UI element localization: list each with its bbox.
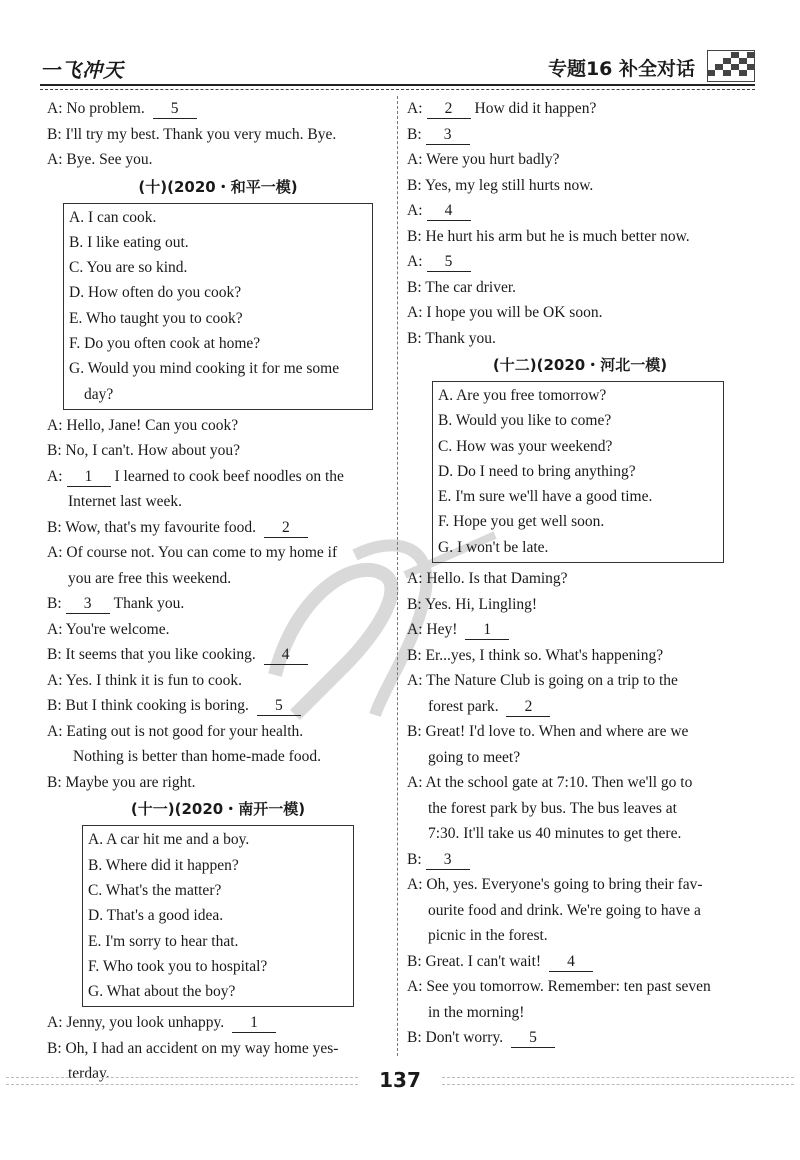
dialog-line: A: 1 I learned to cook beef noodles on the bbox=[47, 467, 344, 485]
dialog-line: A: Of course not. You can come to my home if bbox=[47, 544, 338, 562]
option-item: F. Do you often cook at home? bbox=[69, 334, 261, 352]
dialog-line: A: Hello, Jane! Can you cook? bbox=[47, 416, 239, 434]
dialog-line: going to meet? bbox=[428, 748, 521, 766]
dialog-line: B: 3 Thank you. bbox=[47, 595, 185, 613]
dialog-line: A: The Nature Club is going on a trip to the bbox=[407, 672, 678, 690]
answer-blank[interactable]: 1 bbox=[67, 468, 111, 487]
dialog-line: B: Great. I can't wait! 4 bbox=[407, 949, 753, 975]
dialog-line: B: Don't worry. 5 bbox=[407, 1025, 753, 1051]
dialog-line: B: Maybe you are right. bbox=[47, 773, 196, 791]
dialog-line: A: 2 How did it happen? bbox=[407, 100, 597, 117]
option-item: F. Hope you get well soon. bbox=[438, 513, 605, 531]
option-item: C. How was your weekend? bbox=[438, 437, 613, 455]
answer-blank[interactable]: 5 bbox=[511, 1029, 555, 1048]
option-item: B. Where did it happen? bbox=[88, 856, 239, 874]
answer-blank[interactable]: 4 bbox=[264, 646, 308, 665]
footer-band-left bbox=[6, 1077, 358, 1085]
page-header bbox=[40, 50, 755, 92]
section-title-11: (十一)(2020・南开一模) bbox=[130, 800, 306, 819]
dialog-12 bbox=[407, 566, 753, 1051]
section-title-10: (十)(2020・和平一模) bbox=[138, 177, 298, 196]
answer-blank[interactable]: 5 bbox=[427, 253, 471, 272]
dialog-line: B: The car driver. bbox=[407, 278, 517, 296]
column-divider bbox=[397, 96, 398, 1056]
option-item: C. You are so kind. bbox=[69, 259, 188, 277]
dialog-line: terday. bbox=[68, 1065, 110, 1083]
page-footer bbox=[0, 1068, 800, 1098]
option-item: B. I like eating out. bbox=[69, 233, 189, 251]
dialog-line: B: But I think cooking is boring. 5 bbox=[47, 693, 389, 719]
dialog-line: B: It seems that you like cooking. 4 bbox=[47, 642, 389, 668]
dialog-line: A: Hey! 1 bbox=[407, 617, 753, 643]
dialog-line: Internet last week. bbox=[68, 493, 183, 511]
answer-blank[interactable]: 3 bbox=[426, 126, 470, 145]
option-item: G. I won't be late. bbox=[438, 538, 549, 556]
footer-band-right bbox=[442, 1077, 794, 1085]
dialog-line: A: 5 bbox=[407, 249, 753, 275]
options-box-11 bbox=[82, 825, 354, 1007]
header-rule bbox=[40, 84, 755, 90]
dialog-line: 7:30. It'll take us 40 minutes to get there. bbox=[428, 825, 682, 843]
dialog-line: the forest park by bus. The bus leaves at bbox=[428, 799, 677, 817]
dialog-line: ourite food and drink. We're going to have a bbox=[428, 901, 701, 919]
dialog-line: B: No, I can't. How about you? bbox=[47, 442, 241, 460]
dialog-line: A: You're welcome. bbox=[47, 620, 170, 638]
option-item: E. I'm sure we'll have a good time. bbox=[438, 488, 653, 506]
answer-blank[interactable]: 2 bbox=[264, 519, 308, 538]
option-item: B. Would you like to come? bbox=[438, 412, 612, 430]
dialog-line: A: No problem. 5 bbox=[47, 96, 389, 122]
answer-blank[interactable]: 1 bbox=[232, 1014, 276, 1033]
dialog-line: B: Wow, that's my favourite food. 2 bbox=[47, 515, 389, 541]
answer-blank[interactable]: 3 bbox=[426, 851, 470, 870]
dialog-line: in the morning! bbox=[428, 1003, 525, 1021]
dialog-line: A: Yes. I think it is fun to cook. bbox=[47, 671, 243, 689]
checkerboard-ornament-icon bbox=[707, 50, 755, 82]
left-column bbox=[47, 96, 389, 1087]
dialog-line: B: 3 bbox=[407, 847, 753, 873]
dialog-line: A: See you tomorrow. Remember: ten past seven bbox=[407, 978, 711, 996]
dialog-line: A: Bye. See you. bbox=[47, 151, 153, 168]
dialog-line: B: Great! I'd love to. When and where are we bbox=[407, 723, 689, 741]
answer-blank[interactable]: 5 bbox=[257, 697, 301, 716]
dialog-10 bbox=[47, 413, 389, 796]
answer-blank[interactable]: 2 bbox=[506, 698, 550, 717]
option-item: D. Do I need to bring anything? bbox=[438, 462, 636, 480]
dialog-line: B: Yes. Hi, Lingling! bbox=[407, 595, 538, 613]
dialog-line: A: 4 bbox=[407, 198, 753, 224]
answer-blank[interactable]: 2 bbox=[427, 100, 471, 119]
answer-blank[interactable]: 4 bbox=[549, 953, 593, 972]
option-item: D. That's a good idea. bbox=[88, 907, 224, 925]
brand-logo: 一飞冲天 bbox=[40, 58, 124, 82]
dialog-line: B: He hurt his arm but he is much better now. bbox=[407, 227, 690, 245]
options-box-10 bbox=[63, 203, 373, 410]
page-number: 137 bbox=[379, 1068, 421, 1092]
option-item: D. How often do you cook? bbox=[69, 284, 242, 302]
dialog-line: A: I hope you will be OK soon. bbox=[407, 304, 603, 321]
dialog-line: you are free this weekend. bbox=[68, 569, 232, 587]
dialog-line: A: At the school gate at 7:10. Then we'll go to bbox=[407, 774, 693, 792]
options-box-12 bbox=[432, 381, 724, 563]
section-title-12: (十二)(2020・河北一模) bbox=[492, 356, 668, 374]
option-item: G. Would you mind cooking it for me some bbox=[69, 360, 340, 378]
dialog-line: B: Er...yes, I think so. What's happening? bbox=[407, 646, 664, 664]
topic-title: 专题16 补全对话 bbox=[547, 58, 695, 80]
dialog-line: B: Thank you. bbox=[407, 329, 496, 347]
dialog-line: picnic in the forest. bbox=[428, 927, 548, 945]
dialog-line: B: 3 bbox=[407, 122, 753, 148]
answer-blank[interactable]: 1 bbox=[465, 621, 509, 640]
dialog-line: forest park. 2 bbox=[407, 694, 753, 720]
option-item: day? bbox=[84, 385, 114, 403]
dialog-line: A: Were you hurt badly? bbox=[407, 151, 560, 168]
option-item: G. What about the boy? bbox=[88, 983, 236, 1001]
dialog-line: B: Oh, I had an accident on my way home yes- bbox=[47, 1039, 339, 1057]
answer-blank[interactable]: 5 bbox=[153, 100, 197, 119]
answer-blank[interactable]: 4 bbox=[427, 202, 471, 221]
dialog-line: A: Eating out is not good for your health. bbox=[47, 722, 304, 740]
option-item: E. Who taught you to cook? bbox=[69, 309, 243, 327]
option-item: A. I can cook. bbox=[69, 208, 157, 226]
option-item: A. Are you free tomorrow? bbox=[438, 387, 607, 404]
intro-dialog bbox=[47, 96, 389, 173]
dialog-line: A: Jenny, you look unhappy. 1 bbox=[47, 1010, 389, 1036]
dialog-11-continued bbox=[407, 96, 753, 351]
dialog-line: B: Yes, my leg still hurts now. bbox=[407, 176, 594, 194]
option-item: E. I'm sorry to hear that. bbox=[88, 932, 239, 950]
answer-blank[interactable]: 3 bbox=[66, 595, 110, 614]
dialog-line: Nothing is better than home-made food. bbox=[73, 748, 321, 766]
option-item: C. What's the matter? bbox=[88, 881, 222, 899]
option-item: F. Who took you to hospital? bbox=[88, 957, 268, 975]
dialog-line: A: Hello. Is that Daming? bbox=[407, 570, 568, 588]
dialog-line: B: I'll try my best. Thank you very much. Bye. bbox=[47, 125, 337, 143]
dialog-line: A: Oh, yes. Everyone's going to bring their fav- bbox=[407, 876, 703, 894]
option-item: A. A car hit me and a boy. bbox=[88, 831, 250, 849]
right-column bbox=[407, 96, 753, 1051]
